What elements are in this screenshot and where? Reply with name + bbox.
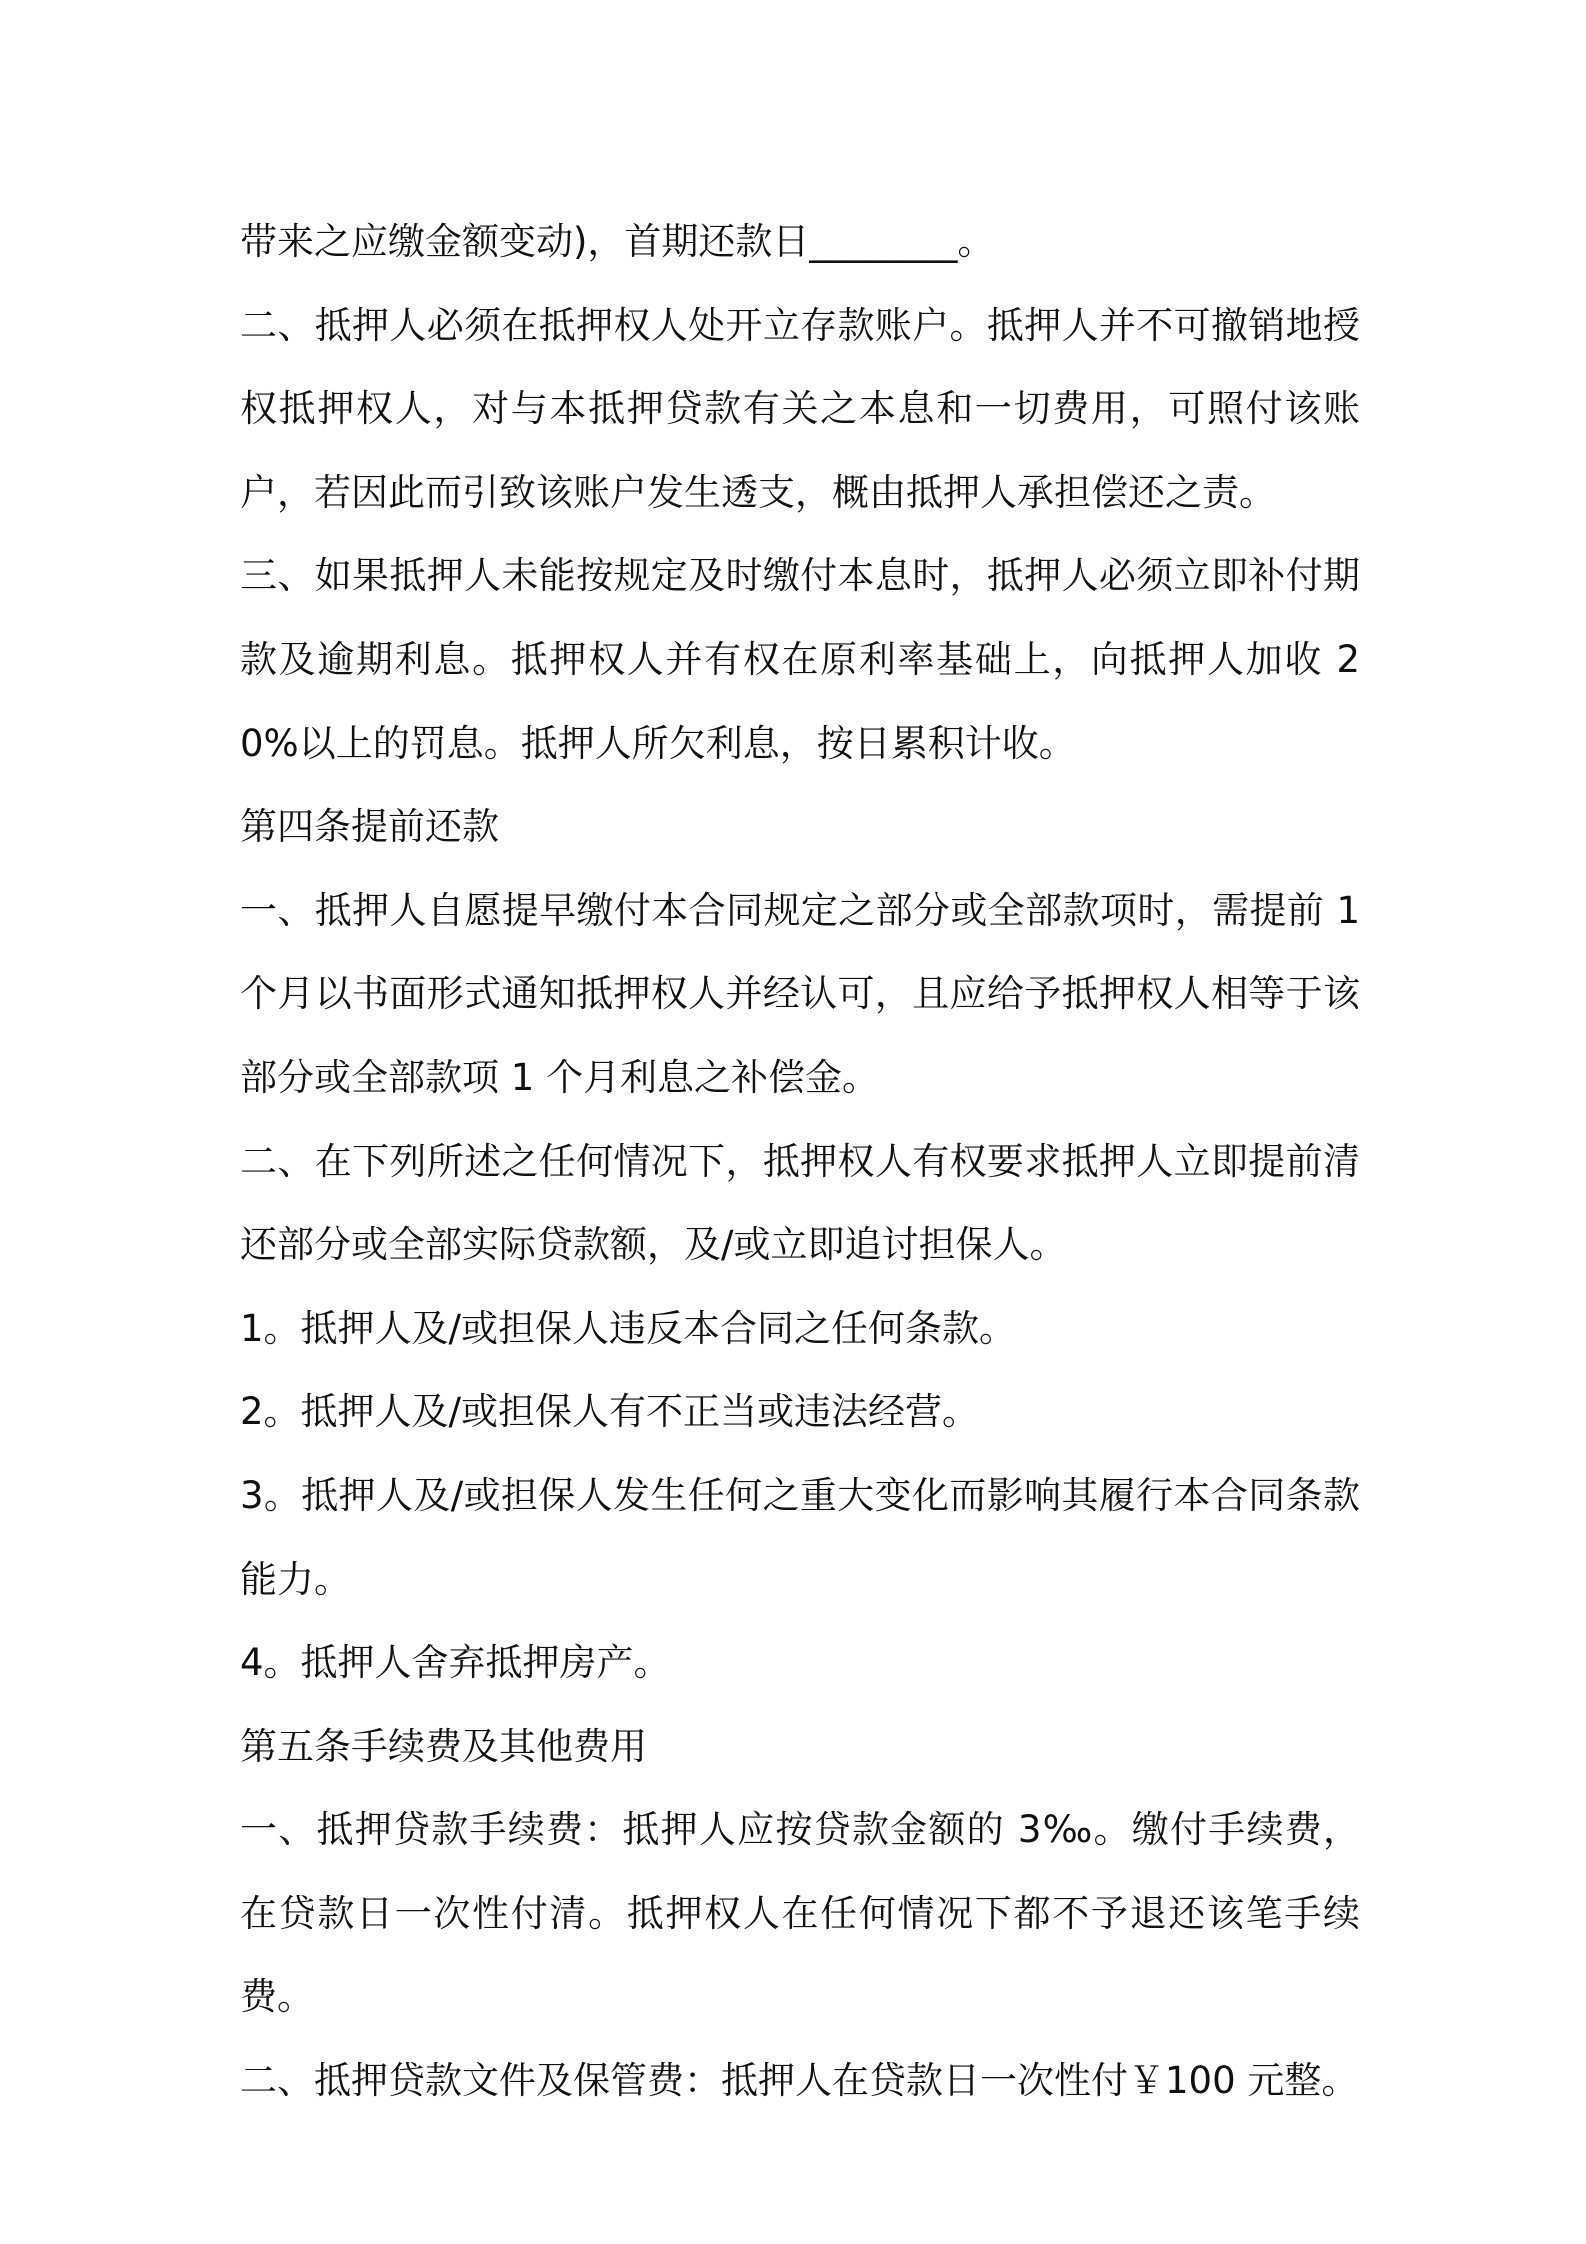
paragraph-voluntary-early-repayment: 一、抵押人自愿提早缴付本合同规定之部分或全部款项时，需提前 1 个月以书面形式通知抵押权人并经认可，且应给予抵押权人相等于该部分或全部款项 1 个月利息之补偿金。 xyxy=(240,888,1372,1099)
paragraph-late-payment: 三、如果抵押人未能按规定及时缴付本息时，抵押人必须立即补付期款及逾期利息。抵押权人并有权在原利率基础上，向抵押人加收 20%以上的罚息。抵押人所欠利息，按日累积计收。 xyxy=(240,554,1360,765)
list-item-abandon-property: 4。抵押人舍弃抵押房产。 xyxy=(240,1641,671,1685)
document-body xyxy=(240,200,1372,2123)
paragraph-demand-repayment: 二、在下列所述之任何情况下，抵押权人有权要求抵押人立即提前清还部分或全部实际贷款额，及/或立即追讨担保人。 xyxy=(240,1139,1360,1267)
paragraph-custody-fee: 二、抵押贷款文件及保管费：抵押人在贷款日一次性付￥100 元整。 xyxy=(240,2059,1359,2103)
list-item-breach: 1。抵押人及/或担保人违反本合同之任何条款。 xyxy=(240,1306,1017,1350)
section-heading-early-repayment: 第四条提前还款 xyxy=(240,805,499,849)
paragraph-deposit-account: 二、抵押人必须在抵押权人处开立存款账户。抵押人并不可撤销地授权抵押权人，对与本抵押贷款有关之本息和一切费用，可照付该账户，若因此而引致该账户发生透支，概由抵押人承担偿还之责。 xyxy=(240,303,1360,514)
paragraph-handling-fee: 一、抵押贷款手续费：抵押人应按贷款金额的 3‰。缴付手续费，在贷款日一次性付清。抵押权人在任何情况下都不予退还该笔手续费。 xyxy=(240,1808,1360,2019)
section-heading-fees: 第五条手续费及其他费用 xyxy=(240,1724,647,1768)
list-item-major-change: 3。抵押人及/或担保人发生任何之重大变化而影响其履行本合同条款能力。 xyxy=(240,1473,1360,1601)
paragraph-repayment-date: 带来之应缴金额变动)，首期还款日________。 xyxy=(240,220,995,263)
list-item-illegal-operation: 2。抵押人及/或担保人有不正当或违法经营。 xyxy=(240,1390,980,1434)
